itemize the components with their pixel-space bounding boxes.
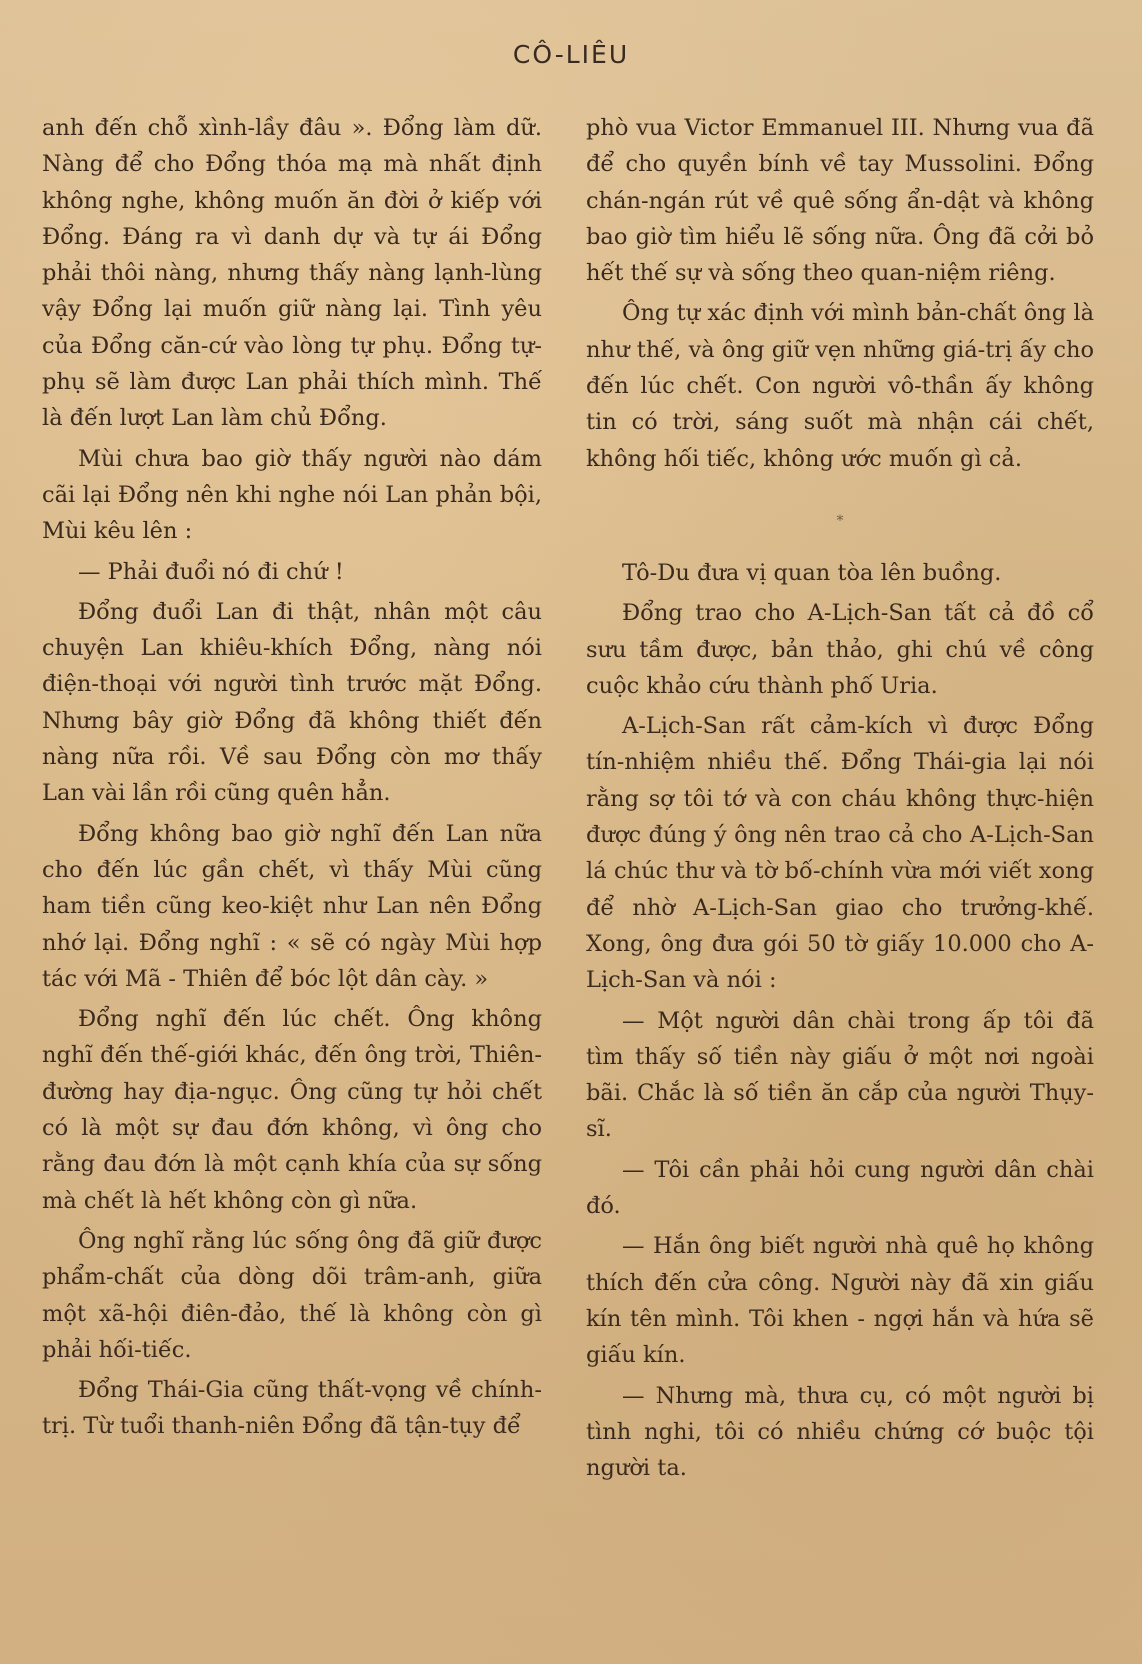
paragraph: Đổng đuổi Lan đi thật, nhân một câu chuyện Lan khiêu-khích Đổng, nàng nói điện-thoại với người tình trước mặt Đổng. Nhưng bây giờ Đổng đã không thiết đến nàng nữa rồi. Về sau Đổng còn mơ thấy Lan vài lần rồi cũng quên hẳn. bbox=[42, 598, 542, 807]
dialogue-line: — Nhưng mà, thưa cụ, có một người bị tình nghi, tôi có nhiều chứng cớ buộc tội người ta. bbox=[586, 1382, 1094, 1482]
paragraph: Tô-Du đưa vị quan tòa lên buồng. bbox=[622, 559, 1002, 586]
paragraph: Đổng trao cho A-Lịch-San tất cả đồ cổ sưu tầm được, bản thảo, ghi chú về công cuộc khảo cứu thành phố Uria. bbox=[586, 600, 1094, 699]
paragraph: A-Lịch-San rất cảm-kích vì được Đổng tín-nhiệm nhiều thế. Đổng Thái-gia lại nói rằng sợ tôi tớ và con cháu không thực-hiện được đúng ý ông nên trao cả cho A-Lịch-San lá chúc thư và tờ bố-chính vừa mới viết xong để nhờ A-Lịch-San giao cho trưởng-khế. Xong, ông đưa gói 50 tờ giấy 10.000 cho A-Lịch-San và nói : bbox=[586, 713, 1094, 994]
paragraph: Ông tự xác định với mình bản-chất ông là như thế, và ông giữ vẹn những giá-trị ấy cho đến lúc chết. Con người vô-thần ấy không tin có trời, sáng suốt mà nhận cái chết, không hối tiếc, không ước muốn gì cả. bbox=[586, 300, 1094, 472]
paragraph: Đổng Thái-Gia cũng thất-vọng về chính-trị. Từ tuổi thanh-niên Đổng đã tận-tụy để bbox=[42, 1377, 542, 1440]
paragraph: Đổng nghĩ đến lúc chết. Ông không nghĩ đến thế-giới khác, đến ông trời, Thiên-đường hay địa-ngục. Ông cũng tự hỏi chết có là một sự đau đớn không, vì ông cho rằng đau đớn là một cạnh khía của sự sống mà chết là hết không còn gì nữa. bbox=[42, 1006, 542, 1214]
dialogue-line: — Hắn ông biết người nhà quê họ không thích đến cửa công. Người này đã xin giấu kín tên mình. Tôi khen - ngợi hắn và hứa sẽ giấu kín. bbox=[586, 1233, 1094, 1369]
dialogue-line: — Một người dân chài trong ấp tôi đã tìm thấy số tiền này giấu ở một nơi ngoài bãi. Chắc là số tiền ăn cắp của người Thụy-sĩ. bbox=[586, 1007, 1094, 1143]
paragraph: Mùi chưa bao giờ thấy người nào dám cãi lại Đổng nên khi nghe nói Lan phản bội, Mùi kêu lên : bbox=[42, 445, 542, 545]
dialogue-line: — Phải đuổi nó đi chứ ! bbox=[78, 558, 344, 585]
dialogue-line: — Tôi cần phải hỏi cung người dân chài đó. bbox=[586, 1156, 1094, 1220]
running-header: CÔ-LIÊU bbox=[512, 40, 630, 69]
paragraph: Đổng không bao giờ nghĩ đến Lan nữa cho đến lúc gần chết, vì thấy Mùi cũng ham tiền cũng keo-kiệt như Lan nên Đổng nhớ lại. Đổng nghĩ : « sẽ có ngày Mùi hợp tác với Mã - Thiên để bóc lột dân cày. » bbox=[42, 820, 542, 992]
paragraph: phò vua Victor Emmanuel III. Nhưng vua đã để cho quyền bính về tay Mussolini. Đổng chán-ngán rút về quê sống ẩn-dật và không bao giờ tìm hiểu lẽ sống nữa. Ông đã cởi bỏ hết thế sự và sống theo quan-niệm riêng. bbox=[586, 115, 1094, 287]
paragraph: Ông nghĩ rằng lúc sống ông đã giữ được phẩm-chất của dòng dõi trâm-anh, giữa một xã-hội điên-đảo, thế là không còn gì phải hối-tiếc. bbox=[42, 1227, 542, 1363]
section-separator: * bbox=[836, 512, 844, 529]
right-text-column bbox=[586, 110, 1094, 1490]
left-text-column bbox=[42, 110, 542, 1449]
paragraph: anh đến chỗ xình-lầy đâu ». Đổng làm dữ. Nàng để cho Đổng thóa mạ mà nhất định không nghe, không muốn ăn đời ở kiếp với Đổng. Đáng ra vì danh dự và tự ái Đổng phải thôi nàng, nhưng thấy nàng lạnh-lùng vậy Đổng lại muốn giữ nàng lại. Tình yêu của Đổng căn-cứ vào lòng tự phụ. Đổng tự-phụ sẽ làm được Lan phải thích mình. Thế là đến lượt Lan làm chủ Đổng. bbox=[42, 115, 542, 432]
